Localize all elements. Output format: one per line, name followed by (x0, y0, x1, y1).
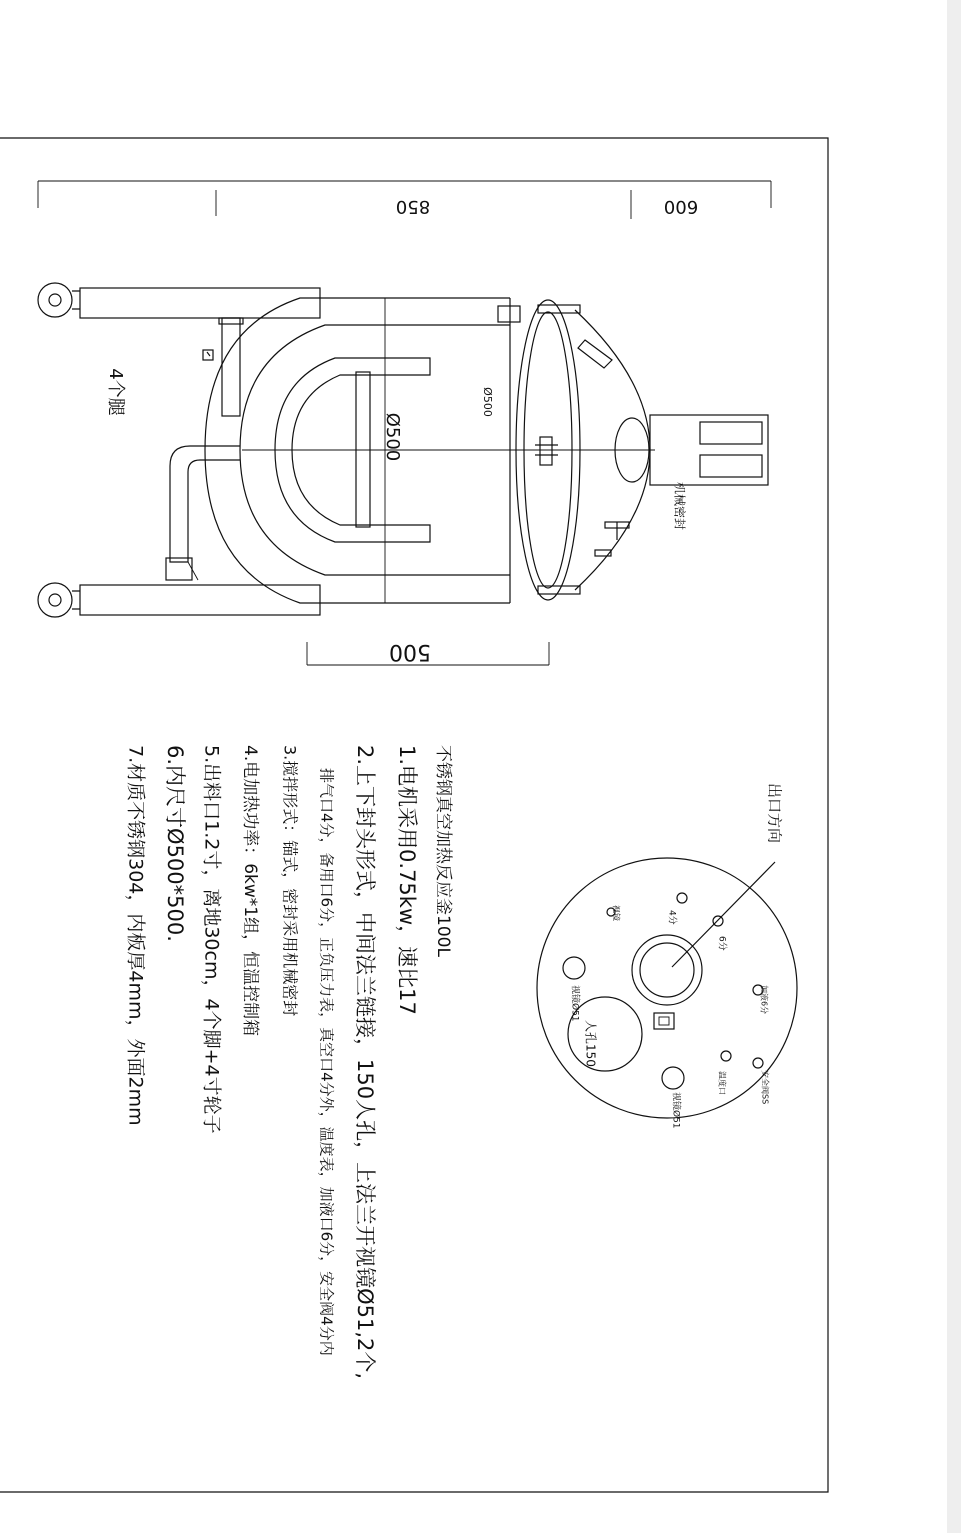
note-6: 6.内尺寸Ø500*500. (163, 745, 187, 942)
outlet-direction-label: 出口方向 (765, 783, 784, 844)
dim-top-right-label: 600 (663, 196, 699, 217)
inner-diameter-right-label: Ø500 (481, 387, 494, 417)
port-label-sightglass: 视镜 (611, 905, 621, 921)
port-label-sight51-a: 视镜Ø51 (569, 985, 580, 1022)
port-label-6a: 6分 (716, 936, 727, 951)
technical-notes (125, 745, 454, 1379)
dimension-bottom (307, 639, 549, 665)
port-label-6b: 加液6分 (759, 985, 769, 1015)
note-7: 7.材质不锈钢304，内板厚4mm，外面2mm (124, 745, 147, 1126)
center-shaft-port (632, 935, 702, 1005)
leg-top (38, 283, 320, 318)
notes-title: 不锈钢真空加热反应釜100L (433, 745, 453, 957)
port-label-safety: 安全阀SS (760, 1070, 770, 1105)
port-label-thermo: 温度口 (717, 1071, 727, 1095)
legs-label: 4个腿 (105, 368, 126, 416)
inner-diameter-left-label: Ø500 (382, 412, 403, 462)
note-2b: 排气口4分，备用口6分，正负压力表，真空口4分外，温度表，加液口6分，安全阀4分内 (317, 768, 336, 1356)
top-view-layout (537, 783, 797, 1129)
port-label-manhole: 人孔150 (583, 1020, 598, 1067)
dimension-top (38, 181, 771, 219)
note-2a: 2.上下封头形式，中间法兰链接，150人孔，上法兰开视镜Ø51,2个, (353, 745, 377, 1380)
note-4: 4.电加热功率：6kw*1组，恒温控制箱 (240, 745, 260, 1037)
dim-bottom-label: 500 (389, 639, 431, 664)
leg-bottom (38, 583, 320, 617)
seal-label: 机械密封 (672, 481, 687, 531)
outer-jacket (205, 298, 510, 603)
reactor-side-view (38, 283, 768, 617)
dim-top-left-label: 850 (395, 196, 431, 217)
port-label-sight51-b: 视镜Ø51 (670, 1092, 681, 1129)
port-label-4a: 4分 (666, 910, 677, 925)
note-3: 3.搅拌形式：锚式，密封采用机械密封 (280, 745, 300, 1017)
note-1: 1.电机采用0.75kw，速比17 (395, 745, 419, 1015)
note-5: 5.出料口1.2寸，离地30cm，4个脚+4寸轮子 (200, 745, 223, 1134)
